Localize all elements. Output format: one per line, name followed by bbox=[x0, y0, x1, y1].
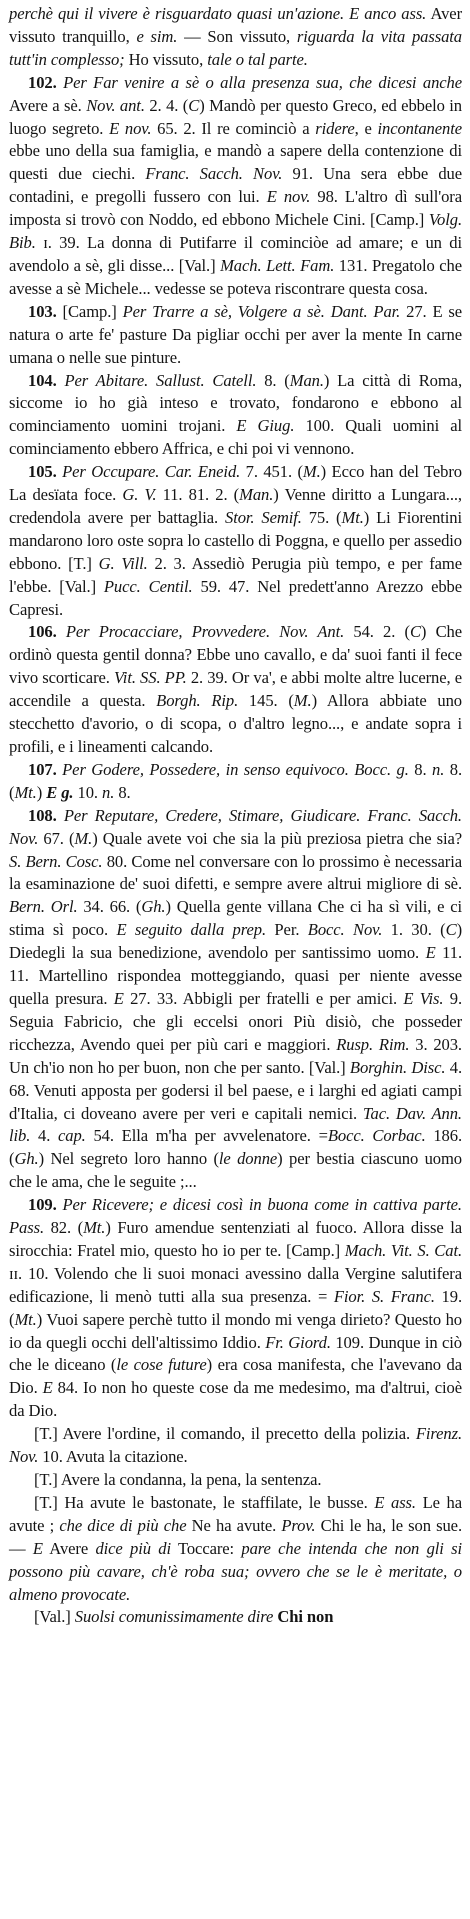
italic-segment: le donne bbox=[218, 1149, 278, 1169]
bold-segment: 104. bbox=[28, 370, 57, 390]
text-segment: ebbe uno della sua famiglia, e mandò a sapere della contenzione di questi due ciechi. bbox=[9, 141, 462, 184]
italic-segment: Mt. bbox=[14, 782, 37, 802]
text-segment: ) Diedegli la sua benedizione, avendolo per santissimo uomo. bbox=[9, 920, 462, 963]
italic-segment: Fr. Giord. bbox=[265, 1332, 331, 1352]
italic-segment: S. Bern. Cosc. bbox=[9, 851, 103, 871]
text-segment: 8. bbox=[114, 782, 131, 802]
text-segment: 2. 3. Assediò Perugia più tempo, e per fame l'ebbe. [Val.] bbox=[9, 553, 462, 596]
italic-segment: E Vis. bbox=[403, 988, 444, 1008]
italic-segment: Pucc. Centil. bbox=[103, 576, 193, 596]
italic-segment: Man. bbox=[289, 370, 324, 390]
text-segment bbox=[57, 622, 66, 641]
bold-segment: 107. bbox=[28, 759, 57, 779]
text-segment: ) Quella gente villana Che ci ha sì vili, e ci stima sì poco. bbox=[9, 897, 462, 940]
text-segment: ɪɪ. 10. Volendo che li suoi monaci avessino dalla Vergine salutifera edificazione, li menò tutti alla sua presenza. = bbox=[9, 1263, 462, 1306]
text-segment: ) Li Fiorentini mandarono loro oste sopra lo castello di Poggna, e quello per assedio ebbono. [T.] bbox=[9, 507, 463, 573]
text-segment: 8. bbox=[408, 759, 433, 779]
text-segment: ) Quale avete voi che sia la più preziosa pietra che sia? bbox=[92, 828, 462, 848]
text-segment: ) Ecco han del Tebro La desïata foce. bbox=[9, 462, 462, 505]
text-segment: 11. 81. 2. ( bbox=[156, 485, 240, 505]
italic-segment: cap. bbox=[58, 1126, 86, 1146]
text-segment: ) per bestia ciascuno uomo che le ama, che le seguite ;... bbox=[9, 1149, 462, 1192]
italic-segment: E Giug. bbox=[236, 416, 295, 436]
italic-segment: Mt. bbox=[14, 1309, 37, 1329]
italic-segment: Mt. bbox=[341, 507, 364, 527]
text-segment: , e bbox=[354, 118, 378, 138]
bold-segment: 102. bbox=[28, 72, 57, 92]
italic-segment: Per Trarre a sè, Volgere a sè. Dant. Par. bbox=[122, 301, 401, 321]
text-segment: ) Allora abbiate uno stecchetto d'avorio, o di scopa, o d'altro legno..., e andate sopra i profili, e i lineamenti calcando. bbox=[9, 691, 462, 756]
text-segment: 75. ( bbox=[301, 507, 342, 527]
entry-109-sub-condanna bbox=[9, 1469, 462, 1492]
text-segment: Toccare: bbox=[170, 1538, 242, 1558]
text-segment: 10. bbox=[73, 782, 103, 802]
italic-segment: n. bbox=[102, 782, 115, 802]
bold-segment: 105. bbox=[28, 462, 57, 482]
italic-segment: C bbox=[445, 920, 457, 940]
italic-segment: E bbox=[113, 988, 124, 1008]
text-segment: 19. ( bbox=[9, 1286, 462, 1329]
italic-segment: M. bbox=[74, 828, 93, 848]
bold-segment: 103. bbox=[28, 301, 57, 321]
text-segment: ) La città di Roma, siccome io ho già inteso e trovato, fondarono e ebbono al cominciamento uomini trojani. bbox=[9, 370, 462, 436]
italic-segment: Borghin. Disc. bbox=[349, 1057, 446, 1077]
italic-segment: perchè qui il vivere è risguardato quasi un'azione. bbox=[9, 4, 345, 23]
italic-segment: E bbox=[42, 1378, 53, 1398]
entry-104 bbox=[9, 370, 462, 462]
italic-segment: Vit. SS. PP. bbox=[114, 668, 187, 688]
text-segment: 11. 11. Martellino rispondea motteggiando, quasi per niente avesse quella presura. bbox=[9, 943, 462, 1008]
text-segment: 8. ( bbox=[9, 759, 463, 802]
text-segment: [T.] Ha avute le bastonate, le staffilate, le busse. bbox=[34, 1492, 375, 1512]
text-segment: 80. Come nel conversare con lo prossimo è necessaria la esaminazione de' suoi difetti, e sempre avere altrui migliore di sè. bbox=[9, 851, 462, 894]
italic-segment: Bocc. Nov. bbox=[307, 920, 383, 940]
italic-segment: dice più di bbox=[95, 1538, 171, 1558]
italic-segment: Firenz. Nov. bbox=[9, 1424, 462, 1467]
text-segment: Le ha avute ; bbox=[9, 1492, 462, 1535]
text-segment: — Son vissuto, bbox=[177, 26, 297, 46]
bold-segment: 106. bbox=[28, 622, 57, 642]
italic-segment: Per Godere, Possedere, in senso equivoco. Bocc. g. bbox=[62, 759, 409, 779]
italic-segment: pare che intenda che non gli si possono più cavare, ch'è roba sua; ovvero che se le è meritate, o almeno provocate. bbox=[9, 1538, 462, 1604]
text-segment: Per. bbox=[266, 920, 308, 940]
entry-109-sub-ordine bbox=[9, 1423, 462, 1469]
text-segment: 3. 203. Un ch'io non ho per buon, non che per santo. [Val.] bbox=[9, 1034, 462, 1077]
italic-segment: G. V. bbox=[122, 485, 157, 505]
text-segment: Chi le ha, le son sue. — bbox=[9, 1515, 462, 1558]
italic-segment: E nov. bbox=[266, 187, 311, 207]
italic-segment: Per Far venire a sè o alla presenza sua, che dicesi anche bbox=[63, 72, 462, 92]
text-segment: 186. ( bbox=[9, 1126, 463, 1169]
italic-segment: E seguito dalla prep. bbox=[116, 920, 267, 940]
italic-segment: E nov. bbox=[109, 118, 152, 138]
italic-segment: Tac. Dav. Ann. lib. bbox=[9, 1103, 462, 1146]
italic-segment: riguarda la vita passata tutt'in complesso; bbox=[9, 26, 462, 69]
italic-segment: M. bbox=[302, 462, 321, 482]
text-segment: 4. 68. Venuti apposta per godersi il bel paese, e i larghi ed agiati campi d'Italia, ci doveano avere per veri e capitali nemici. bbox=[9, 1057, 462, 1123]
italic-segment: tale o tal parte. bbox=[207, 49, 308, 69]
italic-segment: E anco ass. bbox=[349, 4, 427, 23]
italic-segment: Nov. ant. bbox=[86, 95, 145, 115]
entry-107 bbox=[9, 759, 462, 805]
text-segment: [Val.] bbox=[34, 1607, 75, 1627]
text-segment: 98. L'altro dì sull'ora imposta si trovò con Noddo, ed ebbono Michele Cini. [Camp.] bbox=[9, 187, 463, 230]
italic-segment: Stor. Semif. bbox=[225, 507, 302, 527]
italic-segment: C bbox=[409, 622, 421, 642]
italic-segment: Gh. bbox=[141, 897, 166, 917]
text-segment: 34. 66. ( bbox=[77, 897, 142, 917]
text-segment: ) era cosa manifesta, che l'avevano da Dio. bbox=[9, 1355, 462, 1398]
italic-segment: E bbox=[32, 1538, 43, 1558]
text-segment: 1. 30. ( bbox=[382, 920, 446, 940]
text-segment: 100. Quali uomini al cominciamento ebbero Affrica, e chi poi vi vennono. bbox=[9, 416, 462, 459]
italic-segment: che dice di più che bbox=[59, 1515, 187, 1535]
italic-segment: Borgh. Rip. bbox=[156, 691, 239, 711]
italic-segment: E bbox=[425, 943, 436, 963]
text-segment: 2. 39. Or va', e abbi molte altre lucerne, e accendile a questa. bbox=[9, 668, 462, 711]
text-segment: 54. 2. ( bbox=[344, 622, 410, 642]
italic-segment: E ass. bbox=[374, 1492, 416, 1512]
italic-segment: Fior. S. Franc. bbox=[333, 1286, 435, 1306]
entry-109 bbox=[9, 1194, 462, 1423]
entry-106 bbox=[9, 621, 462, 758]
text-segment: [Camp.] bbox=[56, 301, 123, 321]
text-segment: Ho vissuto, bbox=[124, 49, 208, 69]
italic-segment: Bocc. Corbac. bbox=[327, 1126, 426, 1146]
text-segment: 145. ( bbox=[238, 691, 294, 711]
italic-segment: Prov. bbox=[281, 1515, 316, 1535]
text-segment: 10. Avuta la citazione. bbox=[38, 1447, 188, 1467]
entry-103 bbox=[9, 301, 462, 370]
text-segment: 67. ( bbox=[38, 828, 75, 848]
italic-segment: ridere bbox=[315, 118, 355, 138]
italic-segment: Volg. Bib. bbox=[9, 210, 462, 253]
text-segment: ) Nel segreto loro hanno ( bbox=[38, 1149, 219, 1169]
text-segment: ) bbox=[36, 782, 47, 802]
italic-segment: Per Occupare. Car. Eneid. bbox=[62, 462, 241, 482]
entry-105 bbox=[9, 461, 462, 621]
italic-segment: Bern. Orl. bbox=[9, 897, 78, 917]
text-segment bbox=[57, 806, 64, 825]
entry-109-sub-val bbox=[9, 1606, 462, 1629]
italic-segment: e sim. bbox=[136, 26, 178, 46]
text-segment: [T.] Avere l'ordine, il comando, il precetto della polizia. bbox=[34, 1424, 416, 1444]
italic-segment: Per Procacciare, Provvedere. Nov. Ant. bbox=[65, 622, 345, 642]
text-segment: Avere a sè. bbox=[9, 95, 87, 115]
text-segment: Avere bbox=[42, 1538, 96, 1558]
text-segment: 65. 2. Il re cominciò a bbox=[151, 118, 316, 138]
entry-continuation bbox=[9, 3, 462, 72]
text-segment: ) Vuoi sapere perchè tutto il mondo mi venga dirieto? Questo ho io da quegli occhi dell'altissimo Iddio. bbox=[9, 1309, 462, 1352]
text-segment: 91. Una sera ebbe due contadini, e pregolli fussero con lui. bbox=[9, 164, 462, 207]
italic-segment: Mt. bbox=[83, 1218, 106, 1238]
italic-segment: Suolsi comunissimamente dire bbox=[74, 1607, 274, 1627]
text-segment: 9. Seguia Fabricio, che gli eccelsi onori Più disiò, che posseder ricchezza, Avendo quei per più cari e maggiori. bbox=[9, 988, 463, 1054]
text-segment: 4. bbox=[30, 1126, 59, 1146]
text-segment: ) Che ordinò questa gentil donna? Ebbe uno cavallo, e da' suoi fanti il fece vivo scorticare. bbox=[9, 622, 462, 688]
bold-segment: Chi non bbox=[277, 1607, 334, 1627]
italic-segment: le cose future bbox=[116, 1355, 207, 1375]
text-segment: 27. E se natura o arte fe' pasture Da pigliar occhi per aver la mente In carne umana o nelle sue pinture. bbox=[9, 301, 463, 367]
bold-segment: 108. bbox=[28, 805, 57, 825]
text-segment: ) Mandò per questo Greco, ed ebbelo in luogo segreto. bbox=[9, 95, 462, 138]
text-segment: 131. Pregatolo che avesse a sè Michele... vedesse se poteva riscontrare questa cosa. bbox=[9, 255, 462, 298]
italic-segment: Mach. Vit. S. Cat. bbox=[344, 1240, 463, 1260]
entry-109-sub-bastonate bbox=[9, 1492, 462, 1607]
entry-102 bbox=[9, 72, 462, 301]
text-segment: [T.] Avere la condanna, la pena, la sentenza. bbox=[34, 1470, 322, 1489]
italic-segment: C bbox=[188, 95, 200, 115]
italic-segment: Franc. Sacch. Nov. bbox=[145, 164, 283, 184]
italic-segment: M. bbox=[293, 691, 312, 711]
italic-segment: Gh. bbox=[14, 1149, 39, 1169]
entry-108 bbox=[9, 805, 462, 1194]
text-segment: 84. Io non ho queste cose da me medesimo, ma d'altrui, cioè da Dio. bbox=[9, 1378, 462, 1421]
text-segment: Ne ha avute. bbox=[186, 1515, 282, 1535]
text-segment: 7. 451. ( bbox=[240, 462, 303, 482]
text-segment: ) Furo amendue sentenziati al fuoco. Allora disse la sirocchia: Fratel mio, questo ho io per te. [Camp.] bbox=[9, 1218, 462, 1260]
text-segment: 54. Ella m'ha per avvelenatore. = bbox=[85, 1126, 328, 1146]
text-segment: 82. ( bbox=[44, 1218, 84, 1238]
text-segment: 8. ( bbox=[256, 370, 290, 390]
text-segment: 59. 47. Nel predett'anno Arezzo ebbe Capresi. bbox=[9, 576, 462, 619]
bold-italic-segment: E g. bbox=[46, 782, 74, 802]
italic-segment: Per Reputare, Credere, Stimare, Giudicare. Franc. Sacch. Nov. bbox=[9, 805, 462, 848]
text-segment: 109. Dunque in ciò che le diceano ( bbox=[9, 1332, 462, 1375]
text-segment: 27. 33. Abbigli per fratelli e per amici. bbox=[123, 988, 404, 1008]
italic-segment: G. Vill. bbox=[98, 553, 148, 573]
bold-segment: 109. bbox=[28, 1195, 57, 1215]
text-segment: ɪ. 39. La donna di Putifarre il cominciòe ad amare; e un di avendolo a sè, gli disse... [Val.] bbox=[9, 233, 462, 275]
text-segment: 2. 4. ( bbox=[144, 95, 189, 115]
italic-segment: n. bbox=[432, 759, 445, 779]
italic-segment: Per Ricevere; e dicesi così in buona come in cattiva parte. Pass. bbox=[9, 1195, 462, 1238]
italic-segment: incontanente bbox=[377, 118, 462, 138]
text-segment: ) Venne diritto a Lungara..., credendola avere per battaglia. bbox=[9, 485, 462, 527]
italic-segment: Mach. Lett. Fam. bbox=[220, 255, 335, 275]
italic-segment: Per Abitare. Sallust. Catell. bbox=[64, 370, 257, 390]
italic-segment: Rusp. Rim. bbox=[336, 1034, 410, 1054]
italic-segment: Man. bbox=[239, 485, 274, 505]
text-segment: Aver vissuto tranquillo, bbox=[9, 4, 462, 46]
